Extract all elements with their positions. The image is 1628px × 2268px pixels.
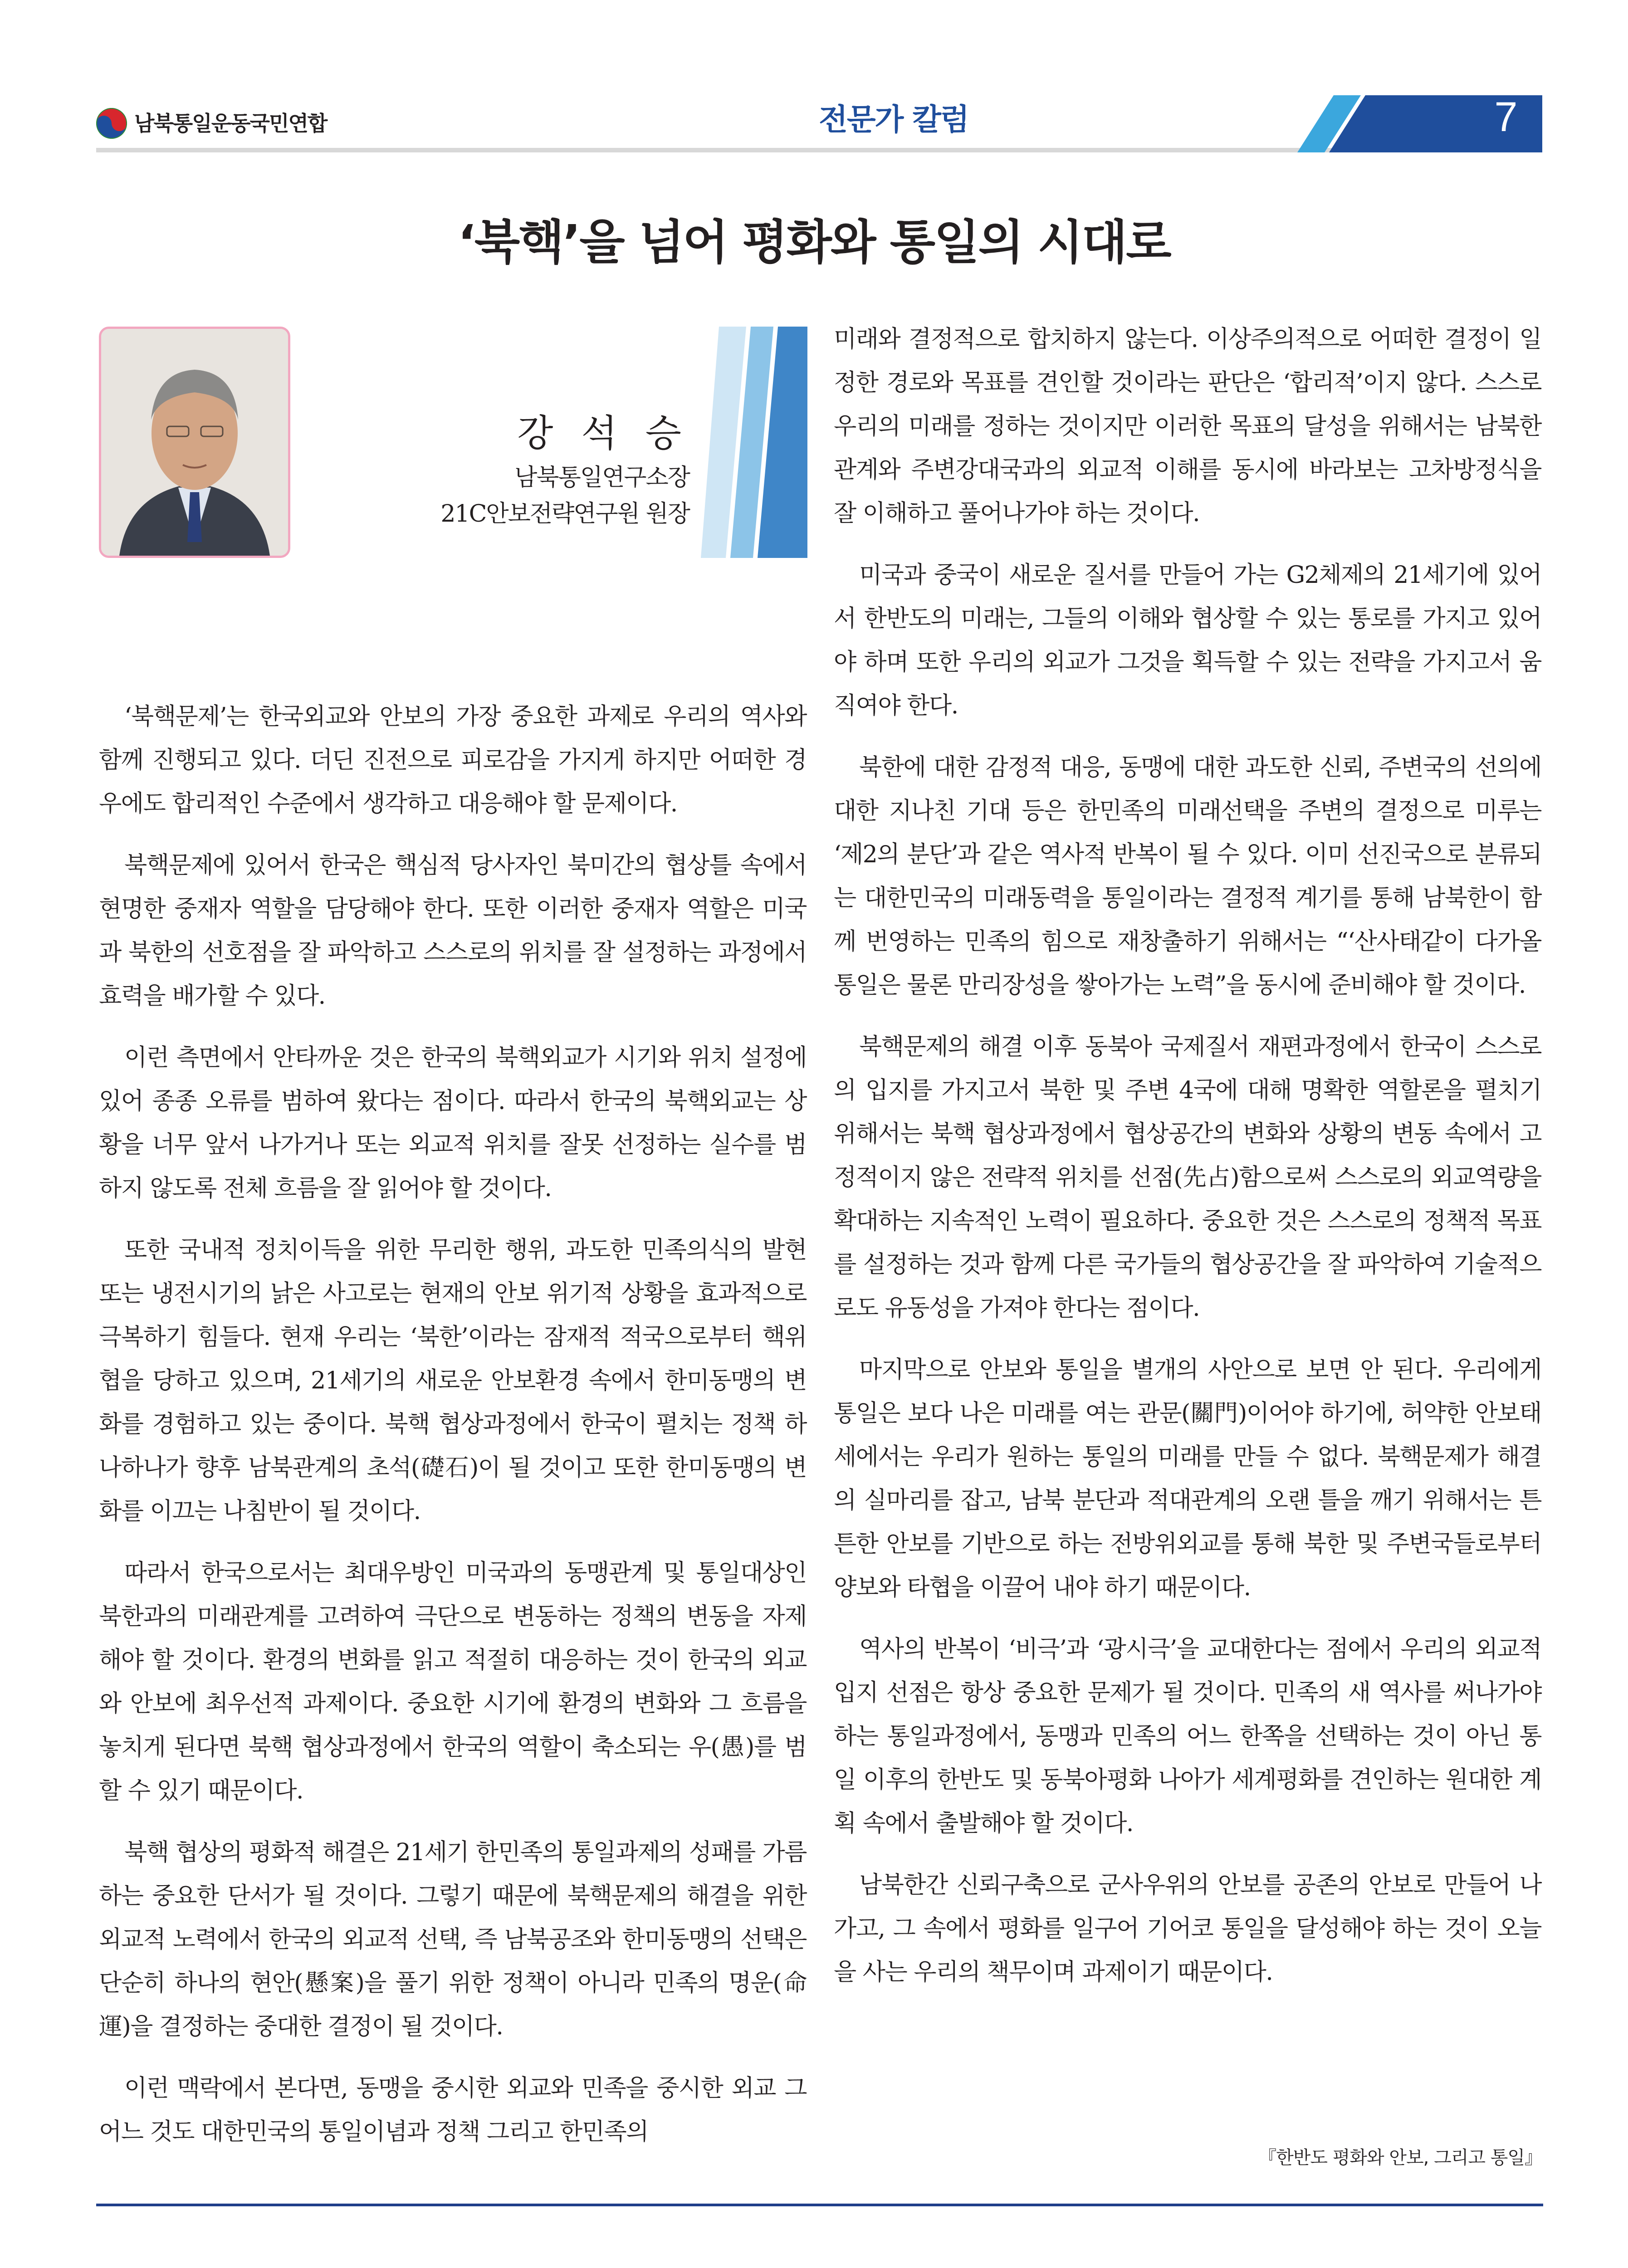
article-paragraph: 따라서 한국으로서는 최대우방인 미국과의 동맹관계 및 통일대상인 북한과의 미래관계를 고려하여 극단으로 변동하는 정책의 변동을 자제해야 할 것이다. 환경의 변화를 읽고 적절히 대응하는 것이 한국의 외교와 안보에 최우선적 과제이다. 중요한 시기에 환경의 변화와 그 흐름을 놓치게 된다면 북핵 협상과정에서 한국의 역할이 축소되는 우(愚)를 범할 수 있기 때문이다. <box>99 1559 807 1804</box>
article-title: ‘북핵’을 넘어 평화와 통일의 시대로 <box>458 215 1170 270</box>
article-paragraph: 또한 국내적 정치이득을 위한 무리한 행위, 과도한 민족의식의 발현 또는 냉전시기의 낡은 사고로는 현재의 안보 위기적 상황을 효과적으로 극복하기 힘들다. 현재 우리는 ‘북한’이라는 잠재적 적국으로부터 핵위협을 당하고 있으며, 21세기의 새로운 안보환경 속에서 한미동맹의 변화를 경험하고 있는 중이다. 북핵 협상과정에서 한국이 펼치는 정책 하나하나가 향후 남북관계의 초석(礎石)이 될 것이고 또한 한미동맹의 변화를 이끄는 나침반이 될 것이다. <box>99 1237 807 1525</box>
article-paragraph: 미래와 결정적으로 합치하지 않는다. 이상주의적으로 어떠한 결정이 일정한 경로와 목표를 견인할 것이라는 판단은 ‘합리적’이지 않다. 스스로 우리의 미래를 정하는 것이지만 이러한 목표의 달성을 위해서는 남북한관계와 주변강대국과의 외교적 이해를 동시에 바라보는 고차방정식을 잘 이해하고 풀어나가야 하는 것이다. <box>834 326 1541 527</box>
taegeuk-logo-icon <box>96 108 127 139</box>
article-paragraph: 북한에 대한 감정적 대응, 동맹에 대한 과도한 신뢰, 주변국의 선의에 대한 지나친 기대 등은 한민족의 미래선택을 주변의 결정으로 미루는 ‘제2의 분단’과 같은 역사적 반복이 될 수 있다. 이미 선진국으로 분류되는 대한민국의 미래동력을 통일이라는 결정적 계기를 통해 남북한이 함께 번영하는 민족의 힘으로 재창출하기 위해서는 “‘산사태같이 다가올 통일은 물론 만리장성을 쌓아가는 노력”을 동시에 준비해야 할 것이다. <box>834 754 1541 999</box>
article-paragraph: 미국과 중국이 새로운 질서를 만들어 가는 G2체제의 21세기에 있어서 한반도의 미래는, 그들의 이해와 협상할 수 있는 통로를 가지고 있어야 하며 또한 우리의 외교가 그것을 획득할 수 있는 전략을 가지고서 움직여야 한다. <box>834 562 1541 719</box>
article-paragraph: 남북한간 신뢰구축으로 군사우위의 안보를 공존의 안보로 만들어 나가고, 그 속에서 평화를 일구어 기어코 통일을 달성해야 하는 것이 오늘을 사는 우리의 책무이며 과제이기 때문이다. <box>834 1872 1541 1986</box>
article-paragraph: 이런 측면에서 안타까운 것은 한국의 북핵외교가 시기와 위치 설정에 있어 종종 오류를 범하여 왔다는 점이다. 따라서 한국의 북핵외교는 상황을 너무 앞서 나가거나 또는 외교적 위치를 잘못 선정하는 실수를 범하지 않도록 전체 흐름을 잘 읽어야 할 것이다. <box>99 1044 807 1202</box>
article-paragraph: 마지막으로 안보와 통일을 별개의 사안으로 보면 안 된다. 우리에게 통일은 보다 나은 미래를 여는 관문(關門)이어야 하기에, 허약한 안보태세에서는 우리가 원하는 통일의 미래를 만들 수 없다. 북핵문제가 해결의 실마리를 잡고, 남북 분단과 적대관계의 오랜 틀을 깨기 위해서는 튼튼한 안보를 기반으로 하는 전방위외교를 통해 북한 및 주변국들로부터 양보와 타협을 이끌어 내야 하기 때문이다. <box>834 1356 1541 1601</box>
section-title: 전문가 칼럼 <box>819 102 968 137</box>
article-paragraph: 북핵 협상의 평화적 해결은 21세기 한민족의 통일과제의 성패를 가름하는 중요한 단서가 될 것이다. 그렇기 때문에 북핵문제의 해결을 위한 외교적 노력에서 한국의 외교적 선택, 즉 남북공조와 한미동맹의 선택은 단순히 하나의 현안(懸案)을 풀기 위한 정책이 아니라 민족의 명운(命運)을 결정하는 중대한 결정이 될 것이다. <box>99 1839 807 2040</box>
footer-divider <box>96 2204 1543 2206</box>
article-column-right <box>834 318 1541 2012</box>
article-paragraph: 역사의 반복이 ‘비극’과 ‘광시극’을 교대한다는 점에서 우리의 외교적 입지 선점은 항상 중요한 문제가 될 것이다. 민족의 새 역사를 써나가야 하는 통일과정에서, 동맹과 민족의 어느 한쪽을 선택하는 것이 아닌 통일 이후의 한반도 및 동북아평화 나아가 세계평화를 견인하는 원대한 계획 속에서 출발해야 할 것이다. <box>834 1636 1541 1837</box>
author-role: 21C안보전략연구원 원장 <box>440 500 689 528</box>
author-photo <box>99 327 290 558</box>
author-role: 남북통일연구소장 <box>514 464 689 491</box>
organization-name: 남북통일운동국민연합 <box>134 111 327 136</box>
article-paragraph: 이런 맥락에서 본다면, 동맹을 중시한 외교와 민족을 중시한 외교 그 어느 것도 대한민국의 통일이념과 정책 그리고 한민족의 <box>99 2075 807 2146</box>
article-paragraph: ‘북핵문제’는 한국외교와 안보의 가장 중요한 과제로 우리의 역사와 함께 진행되고 있다. 더딘 진전으로 피로감을 가지게 하지만 어떠한 경우에도 합리적인 수준에서 생각하고 대응해야 할 문제이다. <box>99 703 807 817</box>
page-number: 7 <box>1494 94 1518 140</box>
decorative-stripes <box>701 327 807 558</box>
article-paragraph: 북핵문제의 해결 이후 동북아 국제질서 재편과정에서 한국이 스스로의 입지를 가지고서 북한 및 주변 4국에 대해 명확한 역할론을 펼치기 위해서는 북핵 협상과정에서 협상공간의 변화와 상황의 변동 속에서 고정적이지 않은 전략적 위치를 선점(先占)함으로써 스스로의 외교역량을 확대하는 지속적인 노력이 필요하다. 중요한 것은 스스로의 정책적 목표를 설정하는 것과 함께 다른 국가들의 협상공간을 잘 파악하여 기술적으로도 유동성을 가져야 한다는 점이다. <box>834 1033 1541 1322</box>
article-column-left <box>99 695 807 2172</box>
author-name: 강 석 승 <box>517 412 689 455</box>
source-citation: 『한반도 평화와 안보, 그리고 통일』 <box>1258 2147 1542 2168</box>
article-paragraph: 북핵문제에 있어서 한국은 핵심적 당사자인 북미간의 협상틀 속에서 현명한 중재자 역할을 담당해야 한다. 또한 이러한 중재자 역할은 미국과 북한의 선호점을 잘 파악하고 스스로의 위치를 잘 설정하는 과정에서 효력을 배가할 수 있다. <box>99 852 807 1010</box>
